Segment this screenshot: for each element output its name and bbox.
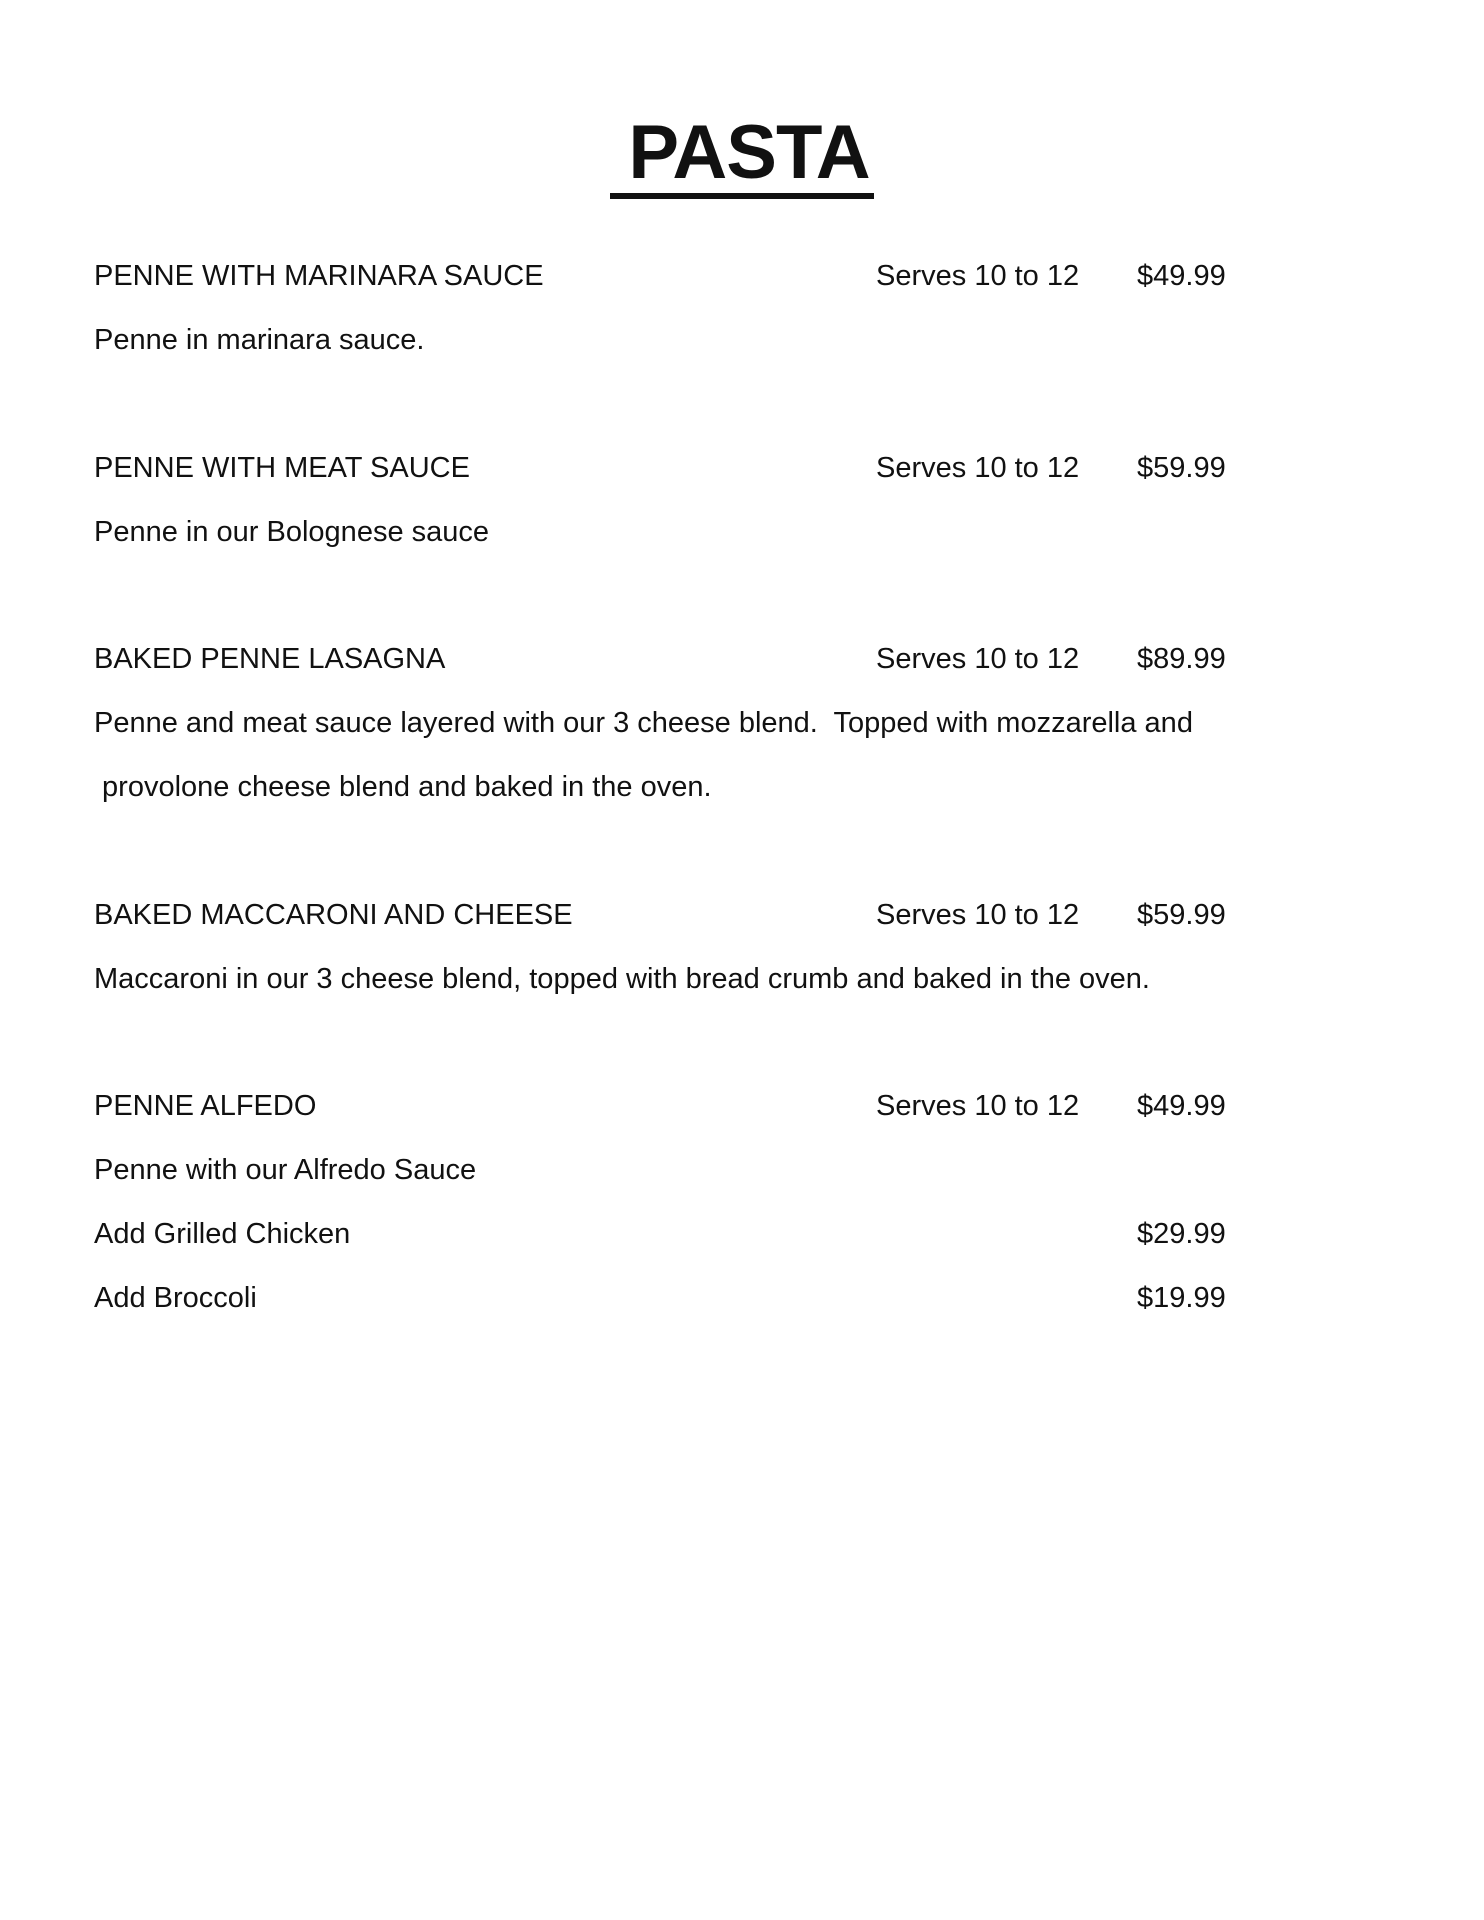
item-serves: Serves 10 to 12 (876, 899, 1080, 931)
item-description: Maccaroni in our 3 cheese blend, topped with bread crumb and baked in the oven. (94, 963, 1150, 995)
item-serves: Serves 10 to 12 (876, 260, 1080, 292)
page-title (0, 108, 1484, 199)
addon-price: $29.99 (1137, 1218, 1226, 1250)
item-price: $49.99 (1137, 1090, 1226, 1122)
item-price: $49.99 (1137, 260, 1226, 292)
item-name: BAKED PENNE LASAGNA (94, 643, 446, 675)
addon-name: Add Grilled Chicken (94, 1218, 351, 1250)
item-description: Penne in marinara sauce. (94, 324, 425, 356)
item-name: PENNE WITH MARINARA SAUCE (94, 260, 544, 292)
item-price: $59.99 (1137, 452, 1226, 484)
item-name: PENNE WITH MEAT SAUCE (94, 452, 470, 484)
item-price: $59.99 (1137, 899, 1226, 931)
item-description-continued: provolone cheese blend and baked in the oven. (94, 771, 712, 803)
addon-price: $19.99 (1137, 1282, 1226, 1314)
item-description: Penne in our Bolognese sauce (94, 516, 490, 548)
item-name: BAKED MACCARONI AND CHEESE (94, 899, 573, 931)
item-description: Penne and meat sauce layered with our 3 cheese blend. Topped with mozzarella and (94, 707, 1193, 739)
title-text: PASTA (610, 113, 873, 199)
item-serves: Serves 10 to 12 (876, 1090, 1080, 1122)
item-name: PENNE ALFEDO (94, 1090, 317, 1122)
item-serves: Serves 10 to 12 (876, 452, 1080, 484)
item-serves: Serves 10 to 12 (876, 643, 1080, 675)
item-price: $89.99 (1137, 643, 1226, 675)
addon-name: Add Broccoli (94, 1282, 257, 1314)
item-description: Penne with our Alfredo Sauce (94, 1154, 477, 1186)
